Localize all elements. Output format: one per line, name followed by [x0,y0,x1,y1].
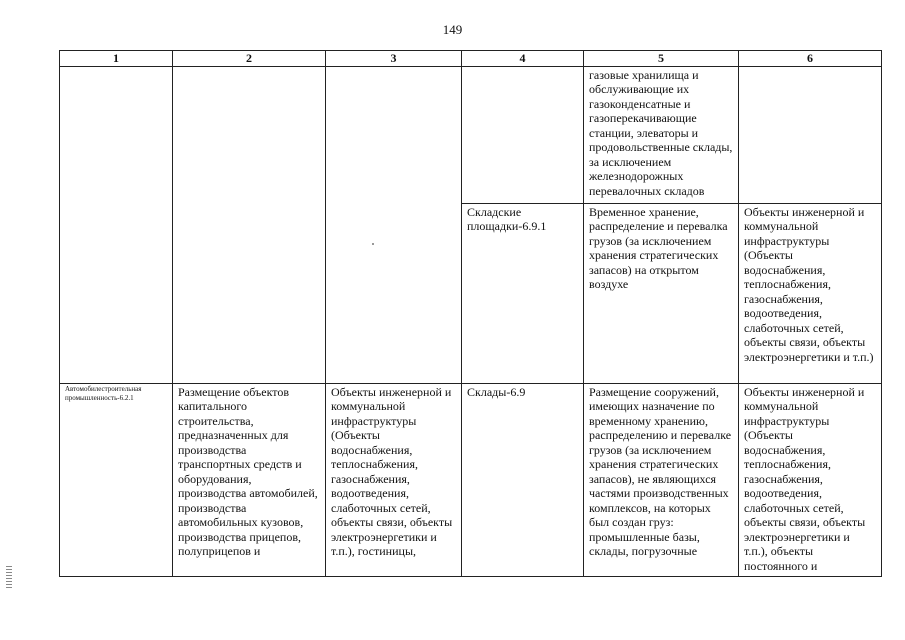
scan-speck [372,243,374,245]
table-cell [326,66,462,383]
column-header-6: 6 [739,51,882,67]
column-header-5: 5 [584,51,739,67]
table-cell: Автомобилестроительная промышленность-6.2.1 [60,383,173,576]
scan-margin-mark [6,566,12,588]
table-cell: Склады-6.9 [462,383,584,576]
table-cell [173,66,326,383]
table-header-row [60,51,882,67]
column-header-4: 4 [462,51,584,67]
table-cell: Складские площадки-6.9.1 [462,203,584,383]
table-cell [739,66,882,203]
table-cell [462,66,584,203]
table-cell: Временное хранение, распределение и перевалка грузов (за исключением хранения стратегических запасов) на открытом воздухе [584,203,739,383]
table-cell: Объекты инженерной и коммунальной инфраструктуры (Объекты водоснабжения, теплоснабжения, газоснабжения, водоотведения, слаботочных сетей, объекты связи, объекты электроэнергетики и т.п.), гостиницы, [326,383,462,576]
table-cell: Объекты инженерной и коммунальной инфраструктуры (Объекты водоснабжения, теплоснабжения, газоснабжения, водоотведения, слаботочных сетей, объекты связи, объекты электроэнергетики и т.п.), объекты постоянного и [739,383,882,576]
table-cell: Размещение объектов капитального строительства, предназначенных для производства транспортных средств и оборудования, производства автомобилей, производства автомобильных кузовов, производства прицепов, полуприцепов и [173,383,326,576]
table-cell: Объекты инженерной и коммунальной инфраструктуры (Объекты водоснабжения, теплоснабжения, газоснабжения, водоотведения, слаботочных сетей, объекты связи, объекты электроэнергетики и т.п.) [739,203,882,383]
table-row [60,66,882,203]
document-table [59,50,882,577]
table-cell [60,66,173,383]
column-header-2: 2 [173,51,326,67]
page-number: 149 [442,22,463,37]
table-row [60,383,882,576]
column-header-1: 1 [60,51,173,67]
table-cell: Размещение сооружений, имеющих назначение по временному хранению, распределению и перевалке грузов (за исключением хранения стратегических запасов), не являющихся частями производственных комплексов, на которых был создан груз: промышленные базы, склады, погрузочные [584,383,739,576]
column-header-3: 3 [326,51,462,67]
table-cell: газовые хранилища и обслуживающие их газоконденсатные и газоперекачивающие станции, элеваторы и продовольственные склады, за исключением железнодорожных перевалочных складов [584,66,739,203]
